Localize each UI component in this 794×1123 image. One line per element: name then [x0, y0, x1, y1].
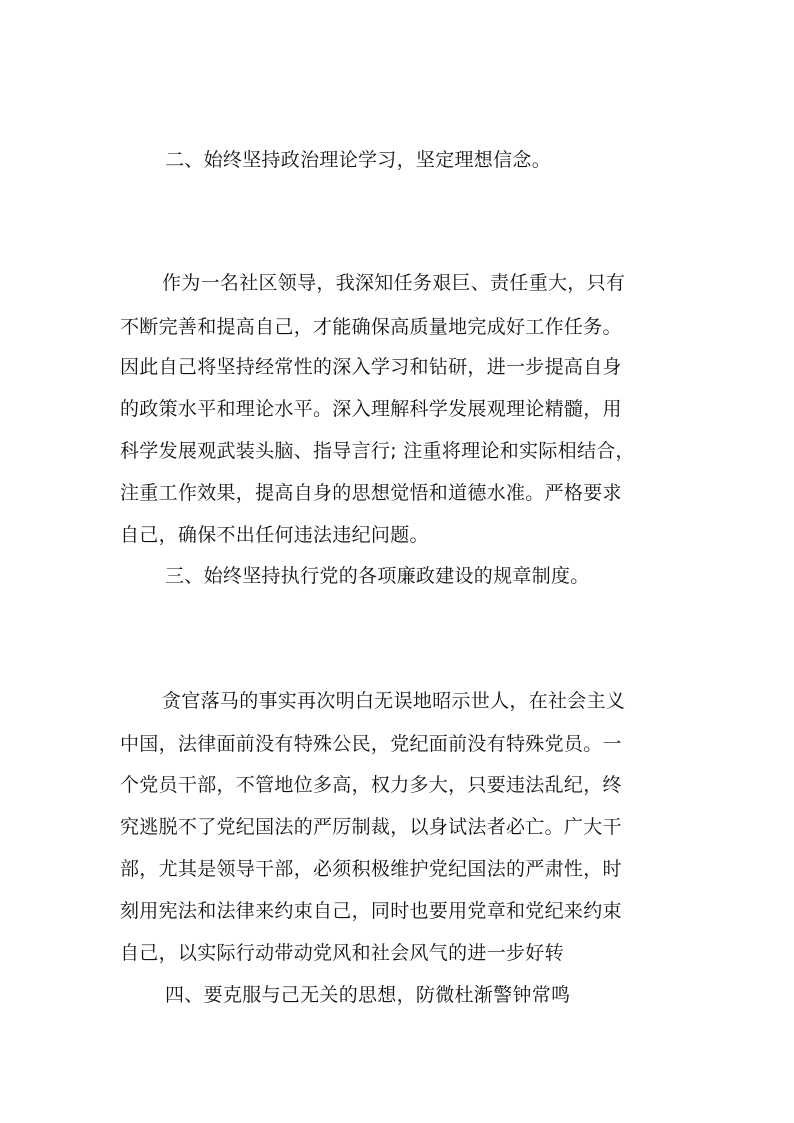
- paragraph-line: 的政策水平和理论水平。深入理解科学发展观理论精髓，用: [120, 398, 622, 420]
- section-heading-2: 二、始终坚持政治理论学习，坚定理想信念。: [165, 149, 552, 171]
- paragraph-line: 作为一名社区领导，我深知任务艰巨、责任重大，只有: [162, 272, 626, 294]
- paragraph-line: 自己，确保不出任何违法违纪问题。: [120, 524, 429, 546]
- paragraph-line: 个党员干部，不管地位多高，权力多大，只要违法乱纪，终: [120, 774, 622, 796]
- paragraph-line: 贪官落马的事实再次明白无误地昭示世人，在社会主义: [162, 690, 626, 712]
- paragraph-line: 中国，法律面前没有特殊公民，党纪面前没有特殊党员。一: [120, 733, 622, 755]
- paragraph-line: 自己，以实际行动带动党风和社会风气的进一步好转: [120, 942, 564, 964]
- paragraph-line: 注重工作效果，提高自身的思想觉悟和道德水准。严格要求: [120, 482, 622, 504]
- paragraph-line: 科学发展观武装头脑、指导言行; 注重将理论和实际相结合，: [120, 440, 635, 462]
- paragraph-line: 究逃脱不了党纪国法的严厉制裁，以身试法者必亡。广大干: [120, 816, 622, 838]
- paragraph-line: 刻用宪法和法律来约束自己，同时也要用党章和党纪来约束: [120, 900, 622, 922]
- section-heading-3: 三、始终坚持执行党的各项廉政建设的规章制度。: [165, 565, 590, 587]
- paragraph-line: 不断完善和提高自己，才能确保高质量地完成好工作任务。: [120, 316, 622, 338]
- section-heading-4: 四、要克服与己无关的思想，防微杜渐警钟常鸣: [165, 984, 571, 1006]
- paragraph-line: 部，尤其是领导干部，必须积极维护党纪国法的严肃性，时: [120, 858, 622, 880]
- paragraph-line: 因此自己将坚持经常性的深入学习和钻研，进一步提高自身: [120, 356, 622, 378]
